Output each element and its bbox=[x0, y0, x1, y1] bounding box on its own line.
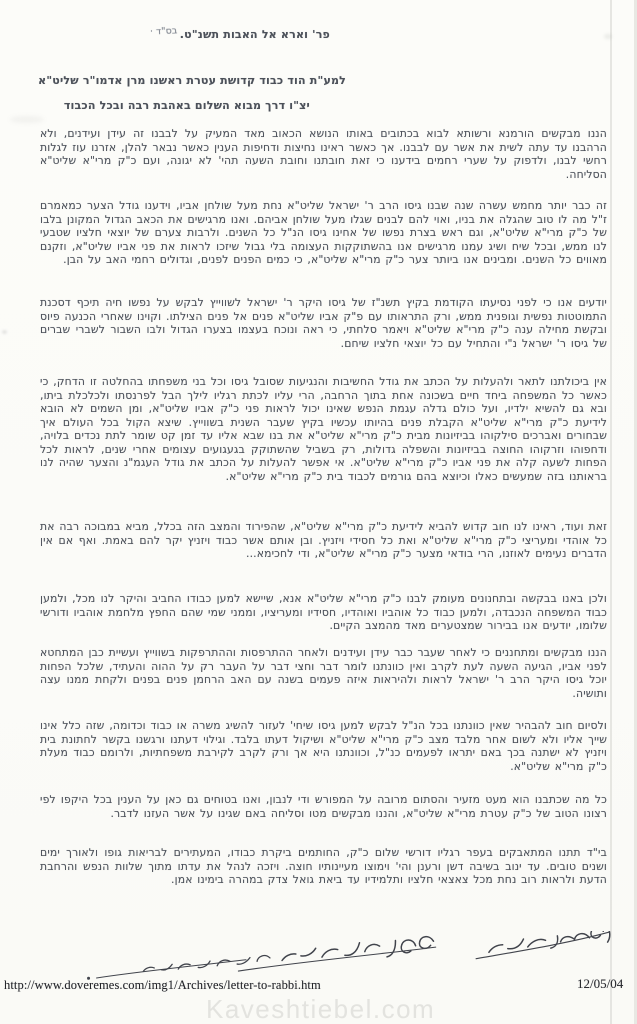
scan-date: 12/05/04 bbox=[577, 976, 624, 991]
scan-smudge-artifact bbox=[2, 330, 7, 334]
letter-paragraph: ולכן באנו בבקשה ובתחנונים מעומק לבנו כ"ק מרי"א שליט"א אנא, שיישא למען כבודו החביב והיקר לנו מכל, ולמען כבוד המשפחה הנכבדה, ולמען כבוד כל אוהביו ואוהדיו, חסידיו ומעריציו, וממני שמי שהם החפץ מלחמת אוהביו ודורשי שלומו, יודעים אנו בבירור שמצטערים מאד מהמצב הקיים. bbox=[40, 592, 607, 632]
addressee-line: למע"ת הוד כבוד קדושת עטרת ראשנו מרן אדמו"ר שליט"א bbox=[38, 74, 346, 87]
letter-paragraph: הננו מבקשים הורמנא ורשותא לבוא בכתובים באותו הנושא הכאוב מאד המעיק על לבבנו זה עידן ועידנים, ולא הרהבנו עד עתה לשית את אשר עם לבבנו. אך כאשר ראינו נחיצות ודחיפות הענין כאשר נבאר להלן, אזרנו עוז לגלות רחשי לבנו, ולדפוק על שערי רחמים בידענו כי זאת חובתנו וחובת השעה תהי' לא יגונה, ועם כ"ק מרי"א שליט"א הסליחה. bbox=[40, 127, 607, 181]
scan-smudge-artifact bbox=[604, 34, 612, 39]
signature-left bbox=[86, 955, 270, 979]
letter-paragraph: הננו מבקשים ומתחננים כי לאחר שעבר כבר עידן ועידנים ולאחר ההתרפסות וההתרפקות בשווייץ ועשיית כבן המתחטא לפני אביו, הגיעה השעה לעת לקרב ואין כוונתנו לומר דבר וחצי דבר על העבר רק על ההוה והעתיד, שלכל הפחות יוכל גיסו היקר הרב ר' ישראל לראות ולהיראות איזה פעמים בשנה עם האב הרחמן פנים בפנים ולקחת ממנו עצה ותושיה. bbox=[40, 646, 607, 700]
letter-paragraph: ולסיום חוב להבהיר שאין כוונתנו בכל הנ"ל לבקש למען גיסו שיחי' לעזור להשיג משרה או כבוד וכדומה, שזה כלל אינו שייך אליו ולא לשום אחר מלבד מצב כ"ק מרי"א שליט"א ושיקול דעתו בלבד. וגילוי דעתנו ורגשנו בקשר לחתונת בית ויזניץ לא ישתנה בכך באם יתראו לפעמים כנ"ל, וכוונתנו היא אך ורק לקרב לקירבת משפחתיות, ולרומם כבוד מעלת כ"ק מרי"א שליט"א. bbox=[40, 719, 607, 773]
scan-smudge-artifact bbox=[10, 116, 44, 123]
signature-middle bbox=[237, 936, 436, 971]
signature-right bbox=[475, 931, 610, 959]
greeting-line: יצ"ו דרך מבוא השלום באהבת רבה ובכל הכבוד bbox=[63, 99, 310, 112]
letter-paragraph: זה כבר יותר מחמש עשרה שנה שבנו גיסו הרב ר' ישראל שליט"א נחת מעל שולחן אביו, וידענו גודל הצער כמאמרם ז"ל מה לו טוב שהגלה את בניו, ואוי להם לבנים שגלו מעל שולחן אביהם. ואנו מרגישים את הכאב הגדול המקונן בלבו של כ"ק מרי"א שליט"א, וגם ראש בצרת נפשו של אחינו גיסו הנ"ל כל השנים. ולרבות צערם של יוצאי חלציו שטבעי לנו ממש, ובכל שיח ושיג עמנו מרגישים אנו בהשתוקקות העצומה בלי גבול שיזכו לראות את פני אביו שליט"א, וזקנם מאווים כל השנים. ומבינים אנו ביותר צער כ"ק מרי"א שליט"א, כי כמים הפנים לפנים, וגדולים רחמי האב על הבן. bbox=[40, 199, 607, 266]
bsd-mark: בס"ד · bbox=[149, 25, 178, 38]
scan-line-artifact bbox=[610, 0, 612, 1024]
letter-paragraph: בי"ד תתנו המתאבקים בעפר רגליו דורשי שלום כ"ק, החותמים ביקרת כבודו, המעתירים לבריאות גופו ולאורך ימים ושנים טובים. עד ינוב בשיבה דשן ורענן והי' וימוצו מעיינותיו חוצה. ויזכה לנהל את עדתו מתוך שלוות הנפש והרחבת הדעת ולראות רוב נחת מכל צאצאי חלציו ותלמידיו עד ביאת גואל צדק במהרה בימינו אמן. bbox=[40, 846, 607, 886]
letter-paragraph: אין ביכולתנו לתאר ולהעלות על הכתב את גודל החשיבות והנגיעות שסובל גיסו וכל בני משפחתו בהחלטה זו הדחק, כי כאשר כל המשפחה ביחד חיים בשכונה אחת בתוך הרחבה, הרי עליו לכתת רגליו לילך הבל לפרנסתו ולכלכלת ביתו, ובא גם להשיא ילדיו, ועל כולם גדלה עגמת הנפש שאינו יכול לראות פני כ"ק אביו שליט"א, ומן השמים לא הובא לידיעת כ"ק מרי"א שליט"א הקבלת פנים בהיותו עכשיו בקיץ שעבר השנית בשווייץ. שיצא הקול בכל העולם איך שבחורים ואברכים סילקוהו בביזיונות מבית כ"ק מרי"א שליט"א את בנו שבא אליו עד זמן קט שומר לתת נכדים בלויה, ודחפוהו וזרקוהו החוצה בביזיונות והשפלה גדולות, רק בשביל שהשתוקק בגעגועים עצומים אחרי שנים, לראות לכל הפחות לשעה קלה את פני אביו כ"ק מרי"א שליט"א. אי אפשר להעלות על הכתב את גודל העגמ"נ והצער שהיה לנו בראותנו בזה שמעשים כאלו וכיוצא בהם גורמים לכבוד בית כ"ק מרי"א שליט"א. bbox=[40, 375, 607, 483]
handwritten-signatures bbox=[30, 931, 620, 985]
letter-paragraph: זאת ועוד, ראינו לנו חוב קדוש להביא לידיעת כ"ק מרי"א שליט"א, שהפירוד והמצב הזה בכלל, מביא במבוכה רבה את כל אוהדי ומעריצי כ"ק מרי"א שליט"א ואת כל חסידי ויזניץ. ובן אותם אשר כבוד ויזניץ יקר להם באמת. ואף אם אין הדברים נעימים לאוזנו, הרי בודאי מצער כ"ק מרי"א שליט"א, ודי לחכימא... bbox=[40, 520, 607, 560]
watermark: Kaveshtiebel.com bbox=[206, 994, 436, 1024]
source-url: http://www.doveremes.com/img1/Archives/letter-to-rabbi.htm bbox=[4, 978, 321, 992]
letter-paragraph: כל מה שכתבנו הוא מעט מזעיר והסתום מרובה על המפורש ודי לנבון, ואנו בטוחים גם כאן על הענין בכל היקפו לפי רצונו הטוב של כ"ק עטרת מרי"א שליט"א, והננו מבקשים מטו וסליחה באם שגינו על אשר העזנו לדבר. bbox=[40, 793, 607, 820]
letter-paragraph: יודעים אנו כי לפני נסיעתו הקודמת בקיץ תשנ"ז של גיסו היקר ר' ישראל לשווייץ לבקש על נפשו חיה תיכף דסכנת התמוטטות נפשית וגופנית ממש, ורק התראותו עם פ"ק אביו שליט"א פנים אל פנים הצילתו. וקוינו שאחרי הכנעה פיוס ובקשת מחילה ענה כ"ק מרי"א שליט"א ויאמר סלחתי, כי ראה ונוכח בעצמו בצערו הגדול ולבו השבור לשברי שברים של גיסו ר' ישראל נ"י והתחיל עם כל יוצאי חלציו שיחם. bbox=[40, 296, 607, 350]
parsha-date-line: פר' וארא אל האבות תשנ"ט. bbox=[179, 28, 330, 41]
